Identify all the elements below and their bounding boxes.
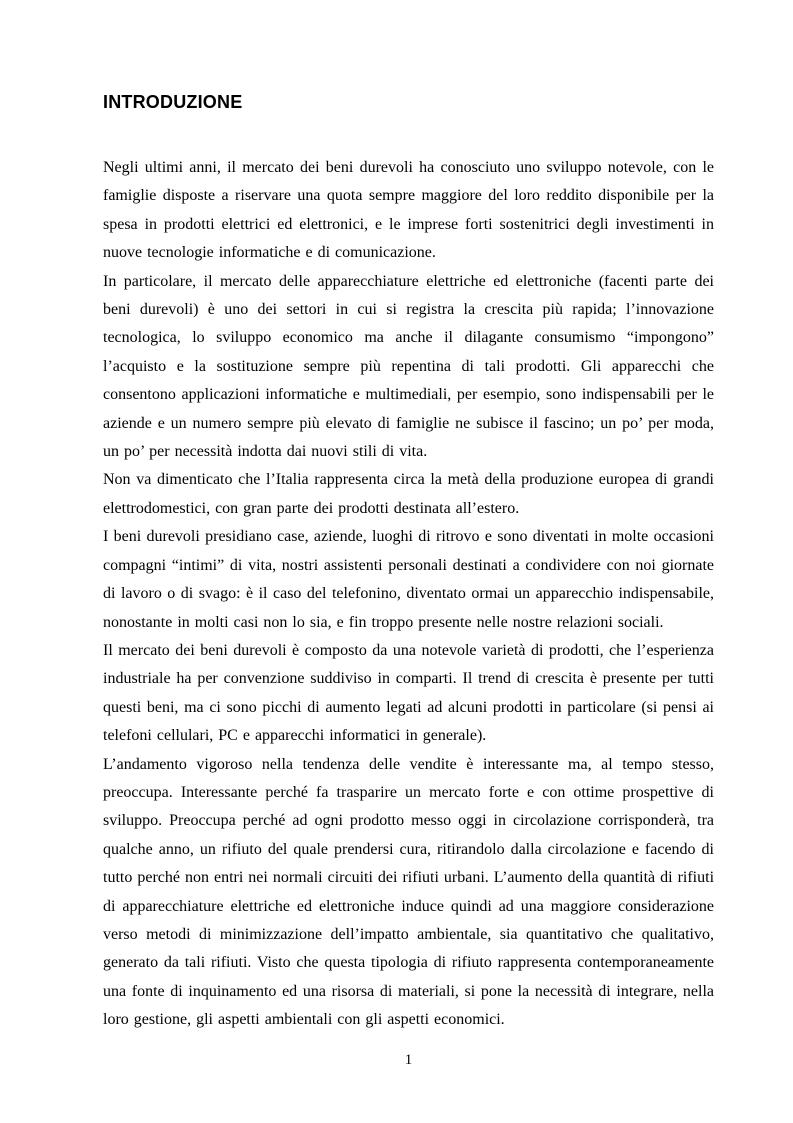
section-heading: INTRODUZIONE: [103, 92, 243, 112]
paragraph: L’andamento vigoroso nella tendenza delle vendite è interessante ma, al tempo stesso, preoccupa. Interessante perché fa trasparire un mercato forte e con ottime prospettive di sviluppo. Preoccupa perché ad ogni prodotto messo oggi in circolazione corrisponderà, tra qualche anno, un rifiuto del quale prendersi cura, ritirandolo dalla circolazione e facendo di tutto perché non entri nei normali circuiti dei rifiuti urbani. L’aumento della quantità di rifiuti di apparecchiature elettriche ed elettroniche induce quindi ad una maggiore considerazione verso metodi di minimizzazione dell’impatto ambientale, sia quantitativo che qualitativo, generato da tali rifiuti. Visto che questa tipologia di rifiuto rappresenta contemporaneamente una fonte di inquinamento ed una risorsa di materiali, si pone la necessità di integrare, nella loro gestione, gli aspetti ambientali con gli aspetti economici.: [103, 755, 715, 1029]
paragraph: In particolare, il mercato delle apparecchiature elettriche ed elettroniche (facenti parte dei beni durevoli) è uno dei settori in cui si registra la crescita più rapida; l’innovazione tecnologica, lo sviluppo economico ma anche il dilagante consumismo “impongono” l’acquisto e la sostituzione sempre più repentina di tali prodotti. Gli apparecchi che consentono applicazioni informatiche e multimediali, per esempio, sono indispensabili per le aziende e un numero sempre più elevato di famiglie ne subisce il fascino; un po’ per moda, un po’ per necessità indotta dai nuovi stili di vita.: [103, 272, 714, 461]
page-number: 1: [404, 1052, 413, 1068]
paragraph: Non va dimenticato che l’Italia rappresenta circa la metà della produzione europea di grandi elettrodomestici, con gran parte dei prodotti destinata all’estero.: [103, 471, 714, 517]
paragraph: I beni durevoli presidiano case, aziende, luoghi di ritrovo e sono diventati in molte occasioni compagni “intimi” di vita, nostri assistenti personali destinati a condividere con noi giornate di lavoro o di svago: è il caso del telefonino, diventato ormai un apparecchio indispensabile, nonostante in molti casi non lo sia, e fin troppo presente nelle nostre relazioni sociali.: [103, 528, 714, 631]
paragraph: Negli ultimi anni, il mercato dei beni durevoli ha conosciuto uno sviluppo notevole, con le famiglie disposte a riservare una quota sempre maggiore del loro reddito disponibile per la spesa in prodotti elettrici ed elettronici, e le imprese forti sostenitrici degli investimenti in nuove tecnologie informatiche e di comunicazione.: [103, 159, 714, 262]
paragraph: Il mercato dei beni durevoli è composto da una notevole varietà di prodotti, che l’esperienza industriale ha per convenzione suddiviso in comparti. Il trend di crescita è presente per tutti questi beni, ma ci sono picchi di aumento legati ad alcuni prodotti in particolare (si pensi ai telefoni cellulari, PC e apparecchi informatici in generale).: [103, 641, 714, 745]
text-column: [103, 92, 714, 1035]
